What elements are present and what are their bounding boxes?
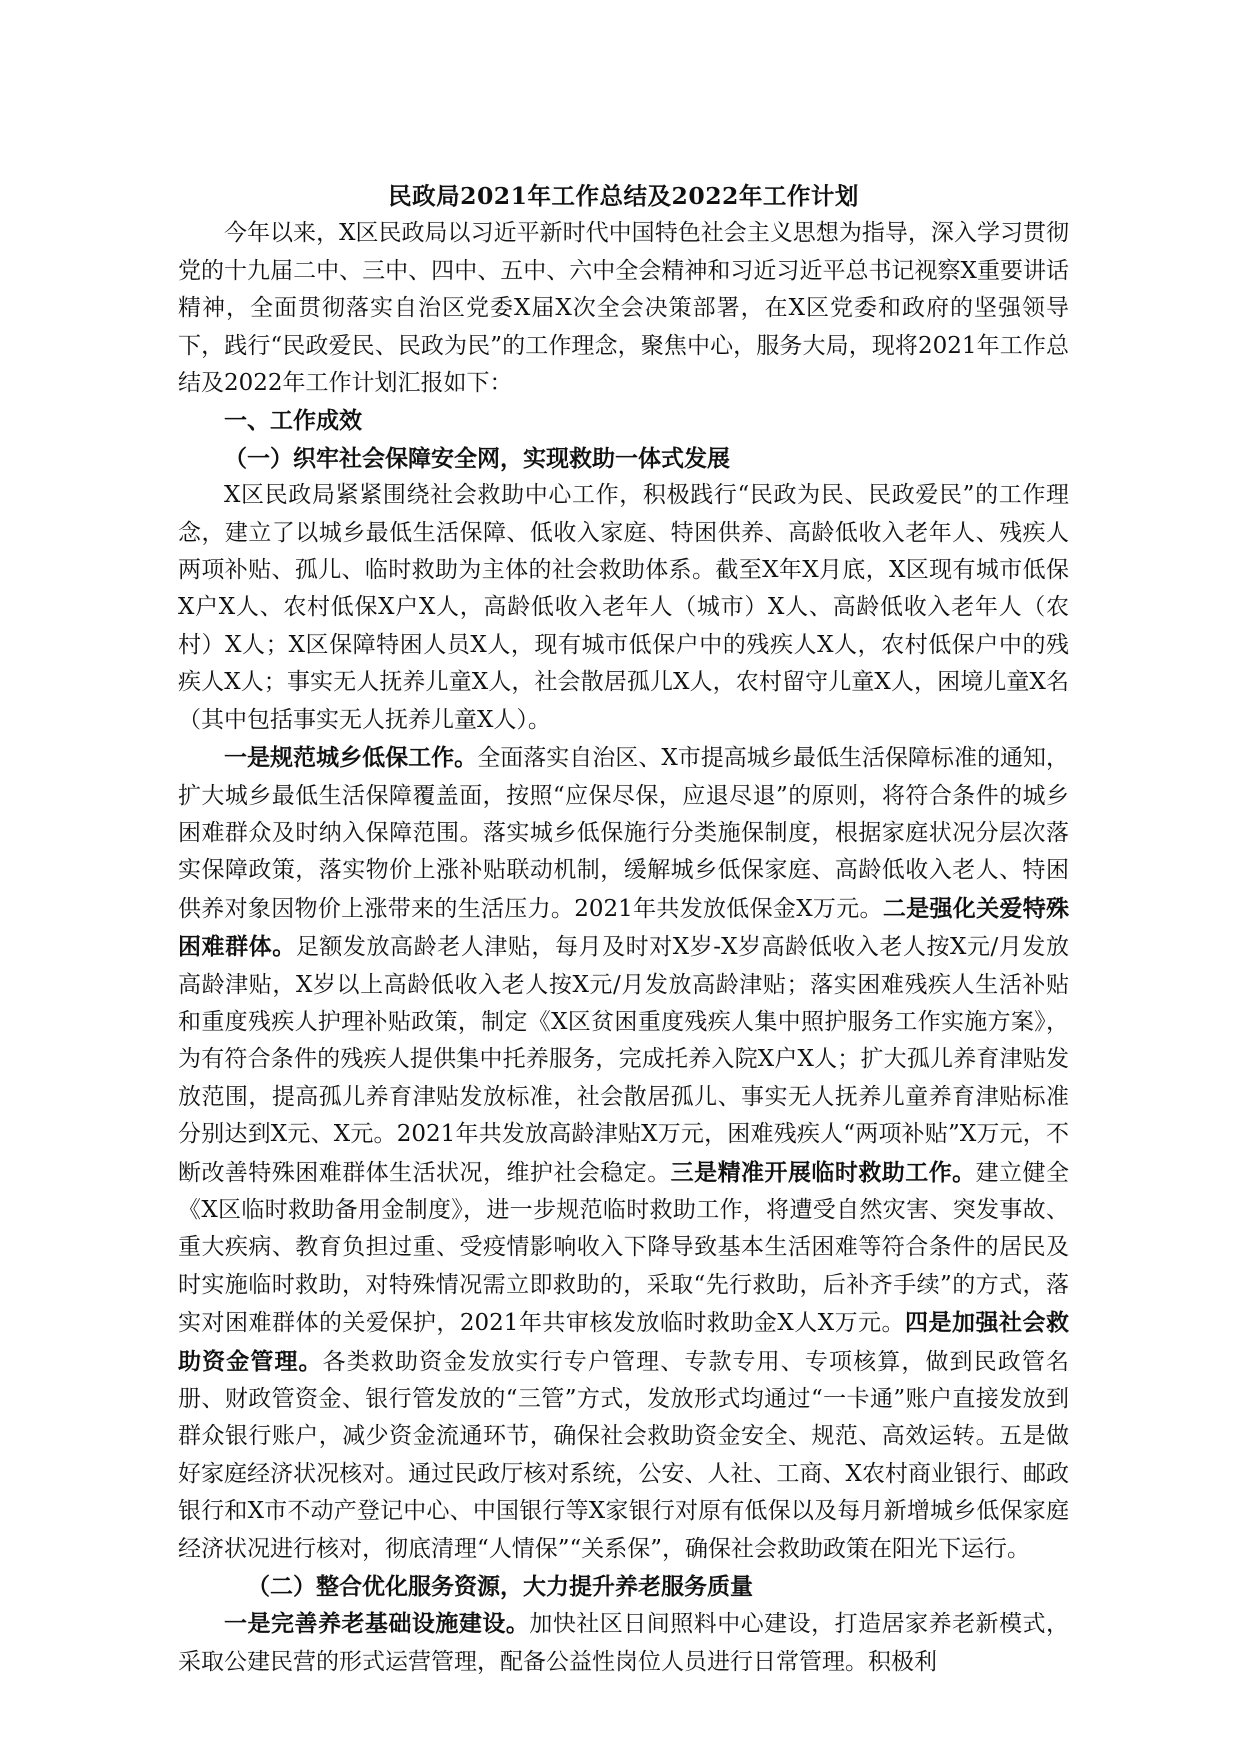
bold-lead-special-groups: 二是强化关爱特殊困难群体。 <box>178 894 1069 961</box>
bold-lead-minimum-living: 一是规范城乡低保工作。 <box>224 744 478 772</box>
bold-lead-fund-management: 四是加强社会救助资金管理。 <box>178 1309 1069 1375</box>
text-minimum-living: 全面落实自治区、X市提高城乡最低生活保障标准的通知，扩大城乡最低生活保障覆盖面，按照“应保尽保，应退尽退”的原则，将符合条件的城乡困难群众及时纳入保障范围。落实城乡低保施行分类施保制度，根据家庭状况分层次落实保障政策，落实物价上涨补贴联动机制，缓解城乡低保家庭、高龄低收入老人、特困供养对象因物价上涨带来的生活压力。2021年共发放低保金X万元。 <box>178 745 1070 922</box>
text-temporary-assistance: 建立健全《X区临时救助备用金制度》，进一步规范临时救助工作，将遭受自然灾害、突发事故、重大疾病、教育负担过重、受疫情影响收入下降导致基本生活困难等符合条件的居民及时实施临时救助，对特殊情况需立即救助的，采取“先行救助，后补齐手续”的方式，落实对困难群体的关爱保护，2021年共审核发放临时救助金X人X万元。 <box>178 1159 1070 1337</box>
section-heading-achievements: 一、工作成效 <box>224 407 362 435</box>
text-fund-management: 各类救助资金发放实行专户管理、专款专用、专项核算，做到民政管名册、财政管资金、银行管发放的“三管”方式，发放形式均通过“一卡通”账户直接发放到群众银行账户，减少资金流通环节，确保社会救助资金安全、规范、高效运转。五是做好家庭经济状况核对。通过民政厅核对系统，公安、人社、工商、X农村商业银行、邮政银行和X市不动产登记中心、中国银行等X家银行对原有低保以及每月新增城乡低保家庭经济状况进行核对，彻底清理“人情保”“关系保”，确保社会救助政策在阳光下运行。 <box>178 1348 1070 1562</box>
subsection-heading-social-security: （一）织牢社会保障安全网，实现救助一体式发展 <box>224 444 730 472</box>
bold-lead-infrastructure: 一是完善养老基础设施建设。 <box>224 1610 530 1638</box>
document-title: 民政局2021年工作总结及2022年工作计划 <box>388 182 859 210</box>
social-assistance-paragraph: X区民政局紧紧围绕社会救助中心工作，积极践行“民政为民、民政爱民”的工作理念，建立了以城乡最低生活保障、低收入家庭、特困供养、高龄低收入老年人、残疾人两项补贴、孤儿、临时救助为主体的社会救助体系。截至X年X月底，X区现有城市低保X户X人、农村低保X户X人，高龄低收入老年人（城市）X人、高龄低收入老年人（农村）X人；X区保障特困人员X人，现有城市低保户中的残疾人X人，农村低保户中的残疾人X人；事实无人抚养儿童X人，社会散居孤儿X人，农村留守儿童X人，困境儿童X名（其中包括事实无人抚养儿童X人）。 <box>178 482 1069 733</box>
text-infrastructure: 加快社区日间照料中心建设，打造居家养老新模式，采取公建民营的形式运营管理，配备公益性岗位人员进行日常管理。积极利 <box>178 1611 1070 1675</box>
elderly-care-paragraph <box>178 1605 1069 1681</box>
subsection-heading-elderly-care: （二）整合优化服务资源，大力提升养老服务质量 <box>247 1573 753 1601</box>
intro-paragraph: 今年以来，X区民政局以习近平新时代中国特色社会主义思想为指导，深入学习贯彻党的十九届二中、三中、四中、五中、六中全会精神和习近习近平总书记视察X重要讲话精神，全面贯彻落实自治区党委X届X次全会决策部署，在X区党委和政府的坚强领导下，践行“民政爱民、民政为民”的工作理念，聚焦中心，服务大局，现将2021年工作总结及2022年工作计划汇报如下： <box>178 220 1069 397</box>
document-body <box>178 178 1069 1681</box>
text-special-groups: 足额发放高龄老人津贴，每月及时对X岁-X岁高龄低收入老人按X元/月发放高龄津贴，X岁以上高龄低收入老人按X元/月发放高龄津贴；落实困难残疾人生活补贴和重度残疾人护理补贴政策，制定《X区贫困重度残疾人集中照护服务工作实施方案》，为有符合条件的残疾人提供集中托养服务，完成托养入院X户X人；扩大孤儿养育津贴发放范围，提高孤儿养育津贴发放标准，社会散居孤儿、事实无人抚养儿童养育津贴标准分别达到X元、X元。2021年共发放高龄津贴X万元，困难残疾人“两项补贴”X万元，不断改善特殊困难群体生活状况，维护社会稳定。 <box>178 934 1069 1186</box>
bold-lead-temporary-assistance: 三是精准开展临时救助工作。 <box>670 1158 976 1186</box>
assistance-measures-paragraph <box>178 739 1069 1568</box>
